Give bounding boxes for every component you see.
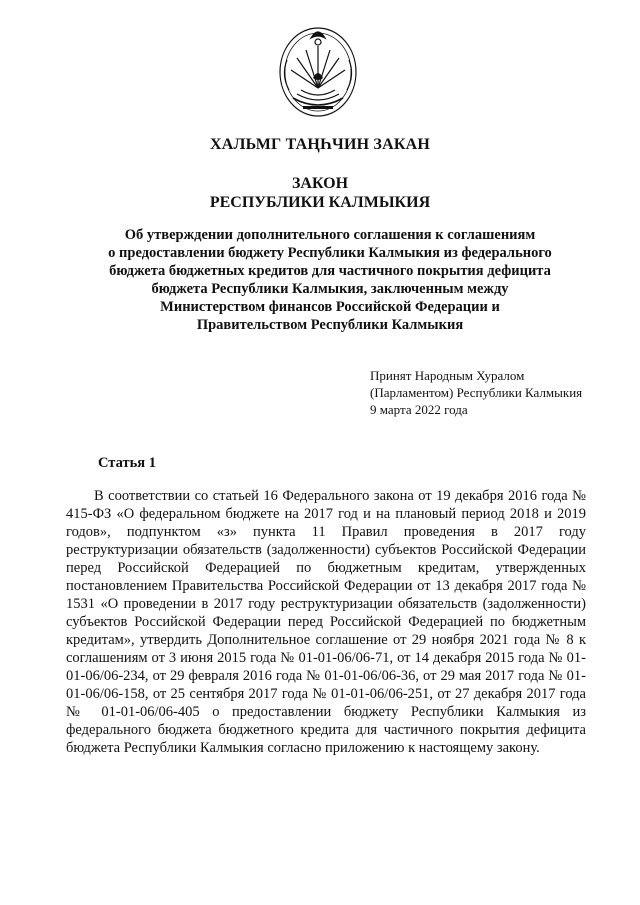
subject-line: о предоставлении бюджету Республики Калмыкия из федерального: [108, 245, 552, 261]
article-body: В соответствии со статьей 16 Федерального закона от 19 декабря 2016 года № 415-ФЗ «О федеральном бюджете на 2017 год и на плановый период 2018 и 2019 годов», подпунктом «з» пункта 11 Правил проведения в 2017 году реструктуризации обязательств (задолженности) субъектов Российской Федерации перед Российской Федерацией по бюджетным кредитам, утвержденных постановлением Правительства Российской Федерации от 13 декабря 2017 года № 1531 «О проведении в 2017 году реструктуризации обязательств (задолженности) субъектов Российской Федерации перед Российской Федерацией по бюджетным кредитам», утвердить Дополнительное соглашение от 29 ноября 2021 года № 8 к соглашениям от 3 июня 2015 года № 01-01-06/06-71, от 14 декабря 2015 года № 01-01-06/06-234, от 29 февраля 2016 года № 01-01-06/06-36, от 29 мая 2017 года № 01-01-06/06-158, от 25 сентября 2017 года № 01-01-06/06-251, от 27 декабря 2017 года № 01-01-06/06-405 о предоставлении бюджету Республики Калмыкия из федерального бюджета бюджетного кредита для частичного покрытия дефицита бюджета Республики Калмыкия согласно приложению к настоящему закону.: [66, 488, 586, 756]
subject-line: бюджета Республики Калмыкия, заключенным между: [151, 281, 509, 297]
adoption-note: [370, 367, 610, 418]
subject-line: Об утверждении дополнительного соглашения к соглашениям: [124, 227, 536, 243]
coat-of-arms-icon: [273, 20, 363, 120]
kalmyk-title: ХАЛЬМГ ТАҢҺЧИН ЗАКАН: [209, 136, 431, 153]
adoption-date: 9 марта 2022 года: [370, 402, 468, 417]
subject-line: Министерством финансов Российской Федерации и: [160, 299, 500, 315]
law-subject: [80, 226, 580, 334]
adoption-line: Принят Народным Хуралом: [370, 368, 525, 383]
subject-line: Правительством Республики Калмыкия: [196, 317, 464, 333]
adoption-line: (Парламентом) Республики Калмыкия: [370, 385, 583, 400]
law-heading: ЗАКОН: [291, 175, 349, 192]
republic-heading: РЕСПУБЛИКИ КАЛМЫКИЯ: [209, 194, 431, 211]
subject-line: бюджета бюджетных кредитов для частичного покрытия дефицита: [109, 263, 551, 279]
article-title: Статья 1: [98, 455, 156, 471]
